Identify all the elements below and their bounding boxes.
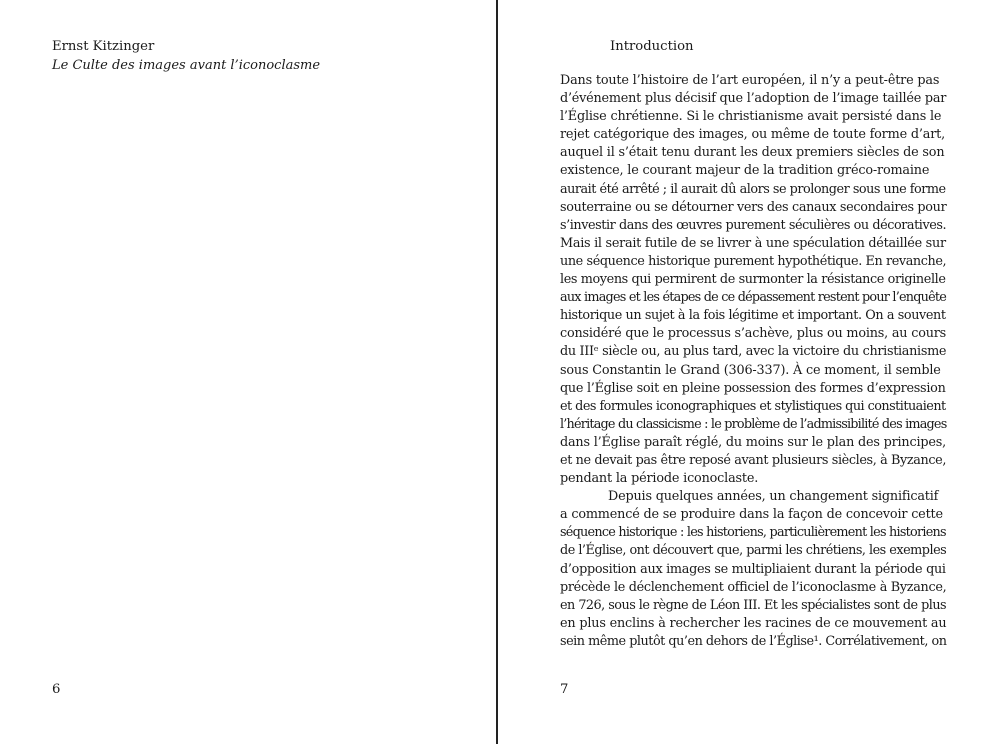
text-line: l’héritage du classicisme : le problème de l’admissibilité des images	[560, 416, 947, 432]
text-line: en 726, sous le règne de Léon III. Et les spécialistes sont de plus	[560, 597, 947, 613]
page-number-left: 6	[52, 682, 61, 697]
text-line: Depuis quelques années, un changement significatif	[608, 489, 939, 505]
running-header-book-title: Le Culte des images avant l’iconoclasme	[52, 58, 321, 73]
text-line: s’investir dans des œuvres purement séculières ou décoratives.	[560, 217, 947, 233]
text-line: aurait été arrêté ; il aurait dû alors se prolonger sous une forme	[560, 181, 946, 197]
text-line: sous Constantin le Grand (306-337). À ce moment, il semble	[560, 362, 941, 378]
text-line: historique un sujet à la fois légitime et important. On a souvent	[560, 308, 946, 324]
text-line: et ne devait pas être reposé avant plusieurs siècles, à Byzance,	[560, 452, 947, 468]
text-line: a commencé de se produire dans la façon de concevoir cette	[560, 507, 943, 523]
right-page	[498, 0, 992, 744]
text-line: précède le déclenchement officiel de l’iconoclasme à Byzance,	[560, 579, 947, 595]
text-line: séquence historique : les historiens, particulièrement les historiens	[560, 525, 946, 541]
text-line: et des formules iconographiques et stylistiques qui constituaient	[560, 398, 946, 414]
text-line: du IIIᵉ siècle ou, au plus tard, avec la victoire du christianisme	[560, 344, 947, 360]
text-line: considéré que le processus s’achève, plus ou moins, au cours	[560, 326, 947, 342]
text-line: que l’Église soit en pleine possession des formes d’expression	[560, 380, 946, 396]
running-header-author: Ernst Kitzinger	[52, 39, 155, 54]
body-text	[560, 72, 946, 651]
page-number-right: 7	[560, 682, 569, 697]
text-line: pendant la période iconoclaste.	[560, 471, 759, 487]
text-line: en plus enclins à rechercher les racines de ce mouvement au	[560, 615, 947, 631]
text-line: d’événement plus décisif que l’adoption de l’image taillée par	[560, 91, 947, 107]
text-line: de l’Église, ont découvert que, parmi les chrétiens, les exemples	[560, 543, 947, 559]
text-line: dans l’Église paraît réglé, du moins sur le plan des principes,	[560, 434, 946, 450]
text-line: d’opposition aux images se multipliaient durant la période qui	[560, 561, 946, 577]
text-line: auquel il s’était tenu durant les deux premiers siècles de son	[560, 145, 945, 161]
text-line: l’Église chrétienne. Si le christianisme avait persisté dans le	[560, 109, 942, 125]
section-heading: Introduction	[610, 39, 694, 54]
text-line: Dans toute l’histoire de l’art européen, il n’y a peut-être pas	[560, 73, 940, 88]
text-line: rejet catégorique des images, ou même de toute forme d’art,	[560, 127, 945, 143]
text-line: souterraine ou se détourner vers des canaux secondaires pour	[560, 199, 947, 215]
text-line: Mais il serait futile de se livrer à une spéculation détaillée sur	[560, 235, 946, 251]
text-line: les moyens qui permirent de surmonter la résistance originelle	[560, 272, 946, 288]
text-line: sein même plutôt qu’en dehors de l’Église¹. Corrélativement, on	[560, 633, 947, 649]
text-line: une séquence historique purement hypothétique. En revanche,	[560, 253, 947, 269]
text-line: aux images et les étapes de ce dépassement restent pour l’enquête	[560, 290, 947, 306]
text-line: existence, le courant majeur de la tradition gréco-romaine	[560, 163, 930, 179]
